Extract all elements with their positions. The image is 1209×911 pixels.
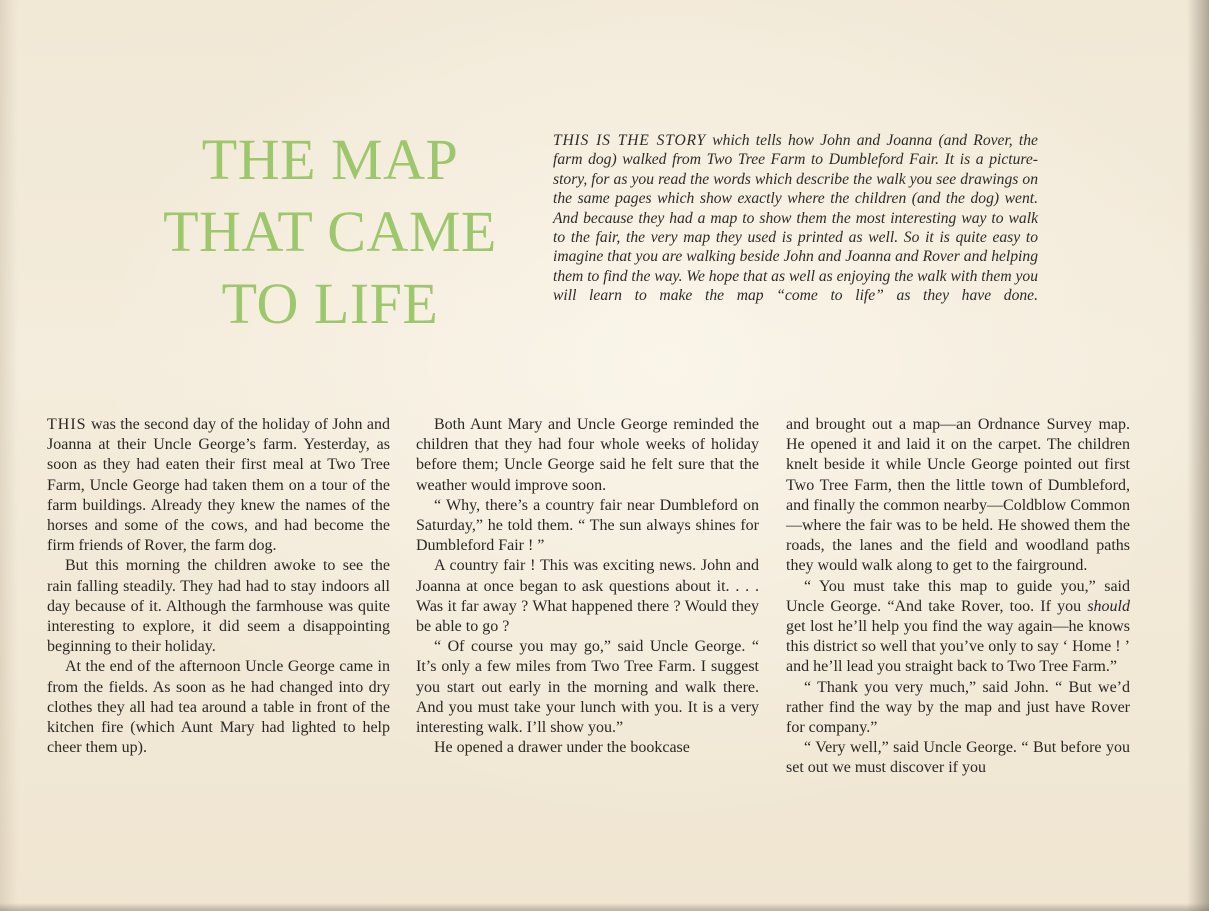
paragraph: But this morning the children awoke to see the rain falling steadily. They had had to stay indoors all day because of it. Although the farmhouse was quite interesting to explore, it did seem a disappointing beginning to their holiday. xyxy=(47,557,390,656)
page-bottom-shadow xyxy=(0,903,1209,911)
intro-paragraph xyxy=(553,131,1038,306)
paragraph-text: get lost he’ll help you find the way again—he knows this district so well that you’ve only to say ‘ Home ! ’ and he’ll lead you straight back to Two Tree Farm.” xyxy=(786,618,1130,676)
emphasis-text: should xyxy=(1087,597,1130,615)
paragraph: “ Of course you may go,” said Uncle George. “ It’s only a few miles from Two Tree Farm. I suggest you start out early in the morning and walk there. And you must take your lunch with you. It is a very interesting walk. I’ll show you.” xyxy=(416,638,759,737)
title-line-3: TO LIFE xyxy=(221,271,439,336)
paragraph-text: “ You must take this map to guide you,” said Uncle George. “And take Rover, too. If you xyxy=(786,577,1130,615)
text-column-3 xyxy=(786,415,1130,779)
paragraph: A country fair ! This was exciting news. John and Joanna at once began to ask questions about it. . . . Was it far away ? What happened there ? Would they be able to go ? xyxy=(416,557,759,636)
paragraph: “ Very well,” said Uncle George. “ But before you set out we must discover if you xyxy=(786,739,1130,777)
paragraph xyxy=(786,577,1130,678)
paragraph: At the end of the afternoon Uncle George came in from the fields. As soon as he had changed into dry clothes they all had tea around a table in front of the kitchen fire (which Aunt Mary had lighted to help cheer them up). xyxy=(47,658,390,757)
paragraph-lead: THIS xyxy=(47,416,87,433)
paragraph-text: was the second day of the holiday of John and Joanna at their Uncle George’s farm. Yesterday, as soon as they had eaten their first meal at Two Tree Farm, Uncle George had taken them on a tour of the farm buildings. Already they knew the names of the horses and some of the cows, and had become the firm friends of Rover, the farm dog. xyxy=(47,416,390,555)
paragraph xyxy=(47,415,390,556)
text-column-1 xyxy=(47,415,390,758)
page-right-shadow xyxy=(1187,0,1209,911)
paragraph: and brought out a map—an Ordnance Survey map. He opened it and laid it on the carpet. The children knelt beside it while Uncle George pointed out first Two Tree Farm, then the little town of Dumbleford, and finally the common nearby—Coldblow Common—where the fair was to be held. He showed them the roads, the lanes and the field and woodland paths they would walk along to get to the fairground. xyxy=(786,416,1130,575)
text-column-2 xyxy=(416,415,759,758)
title-line-1: THE MAP xyxy=(201,127,459,192)
intro-text: which tells how John and Joanna (and Rover, the farm dog) walked from Two Tree Farm to Dumbleford Fair. It is a picture-story, for as you read the words which describe the walk you see drawings on the same pages which show exactly where the children (and the dog) went. And because they had a map to show them the most interesting way to walk to the fair, the very map they used is printed as well. So it is quite easy to imagine that you are walking beside John and Joanna and Rover and helping them to find the way. We hope that as well as enjoying the walk with them you will learn to make the map “come to life” as they have done. xyxy=(553,132,1038,305)
intro-lead: THIS IS THE STORY xyxy=(553,132,707,149)
paragraph: He opened a drawer under the bookcase xyxy=(434,739,690,757)
page-left-shadow xyxy=(0,0,18,911)
title-line-2: THAT CAME xyxy=(163,199,497,264)
paragraph: “ Why, there’s a country fair near Dumbleford on Saturday,” he told them. “ The sun always shines for Dumbleford Fair ! ” xyxy=(416,496,759,555)
paragraph: “ Thank you very much,” said John. “ But we’d rather find the way by the map and just have Rover for company.” xyxy=(786,678,1130,737)
paragraph: Both Aunt Mary and Uncle George reminded the children that they had four whole weeks of holiday before them; Uncle George said he felt sure that the weather would improve soon. xyxy=(416,416,759,494)
page-title xyxy=(130,124,530,340)
